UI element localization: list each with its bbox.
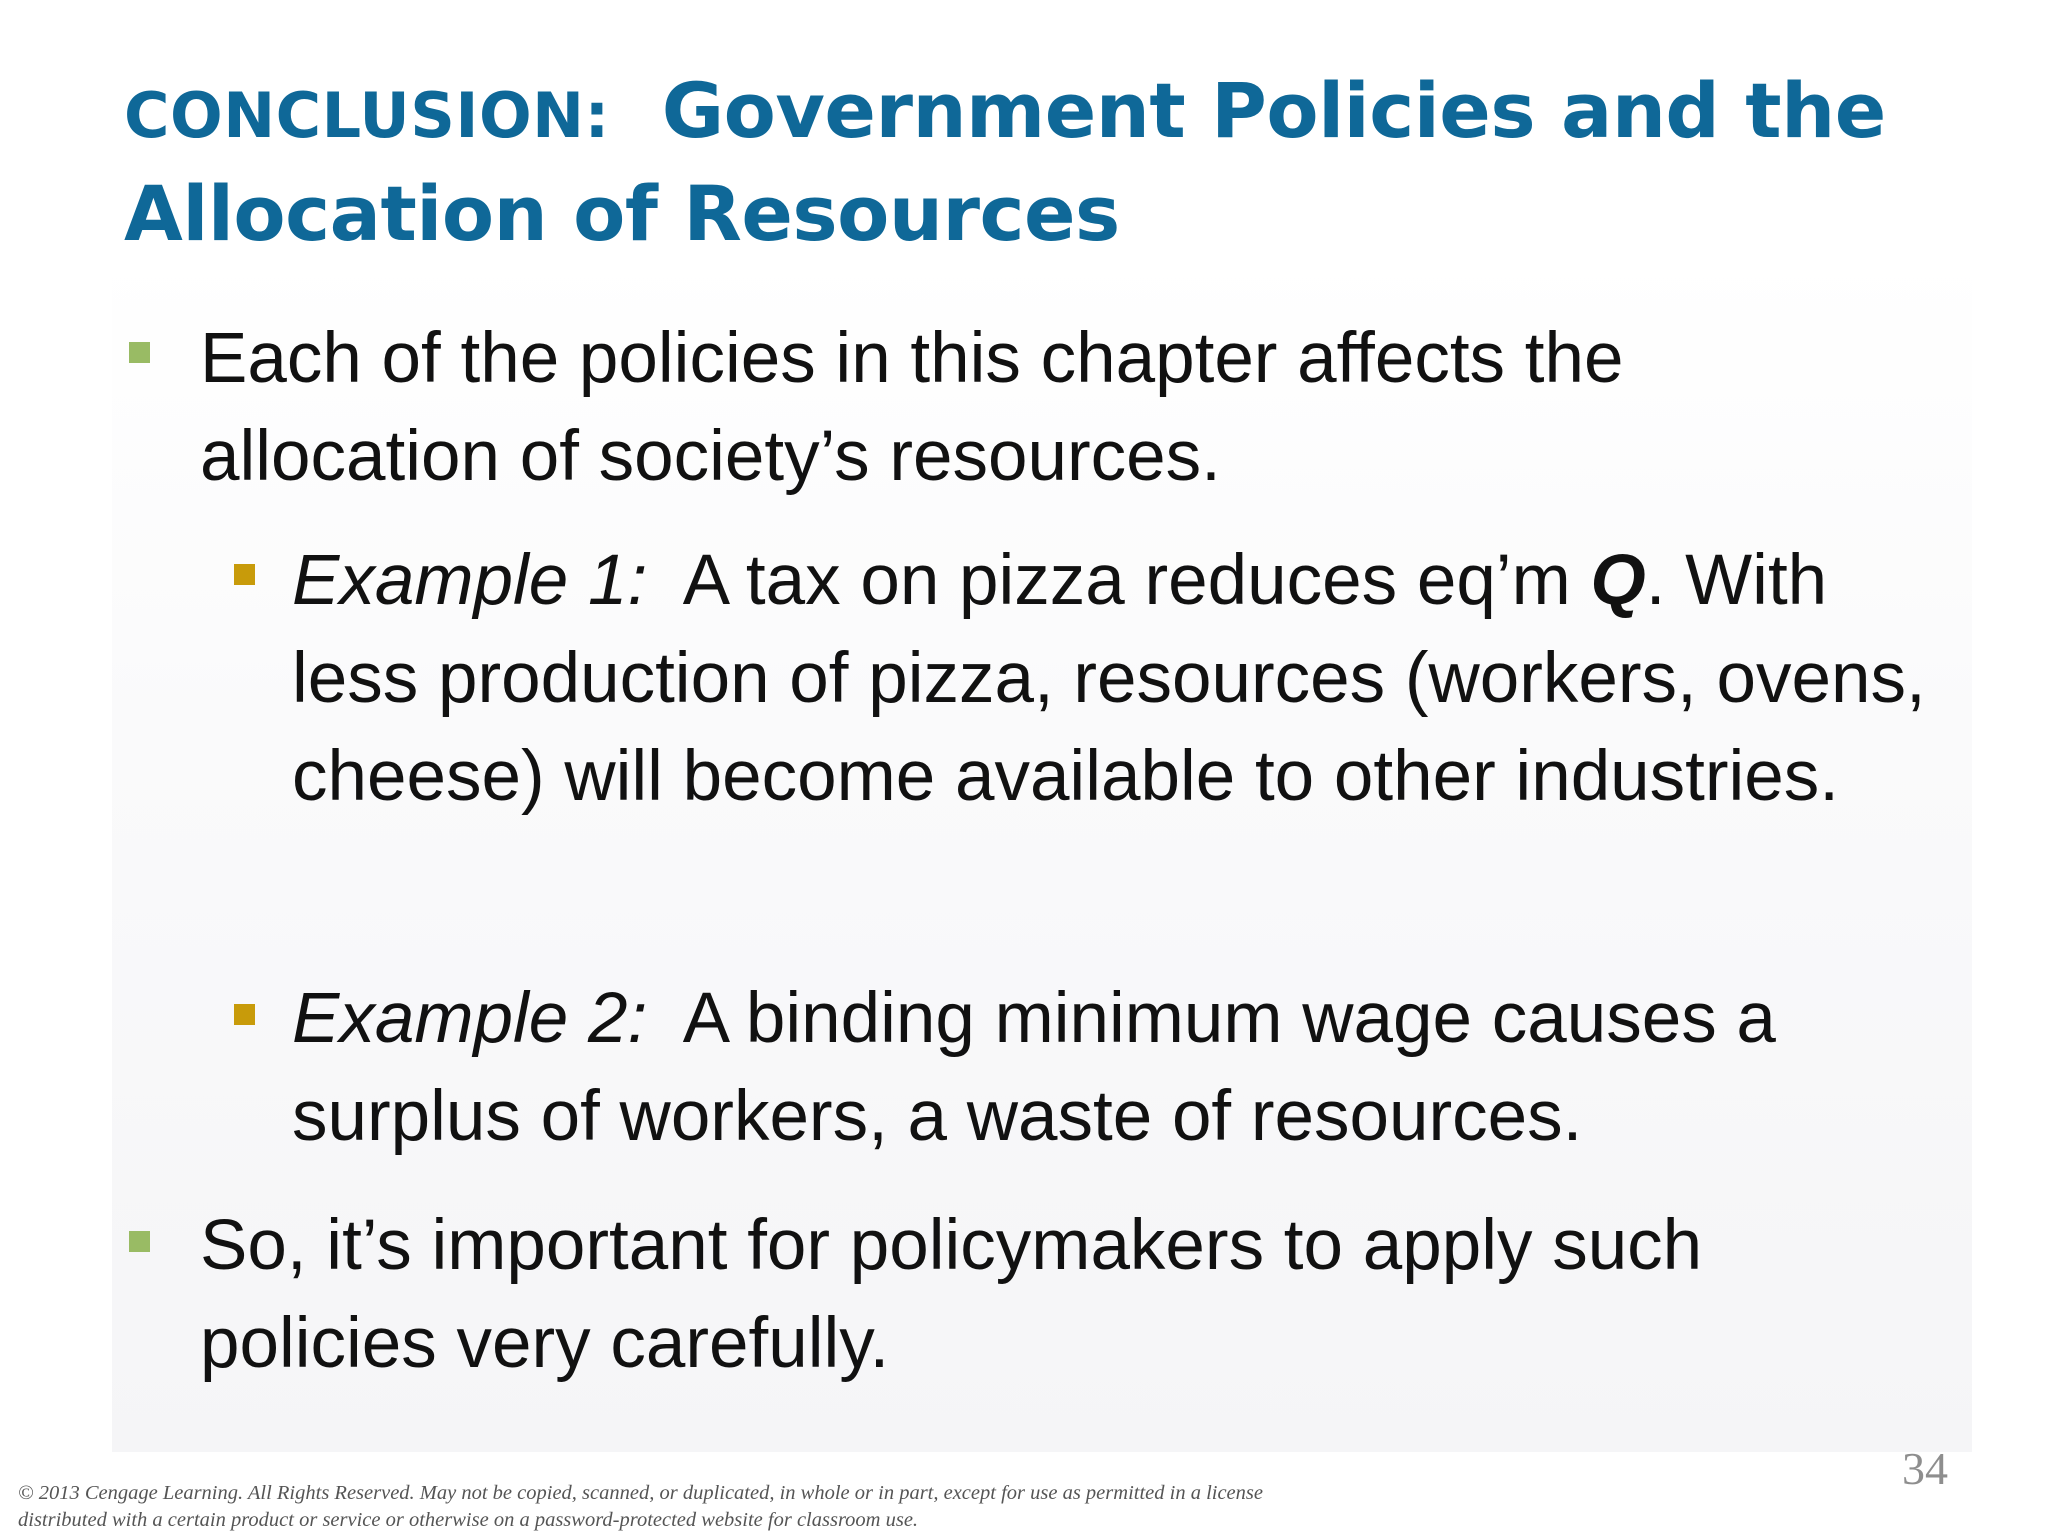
quantity-symbol: Q	[1590, 541, 1646, 620]
bullet-policymakers-conclusion	[200, 1197, 1880, 1393]
example-text: A tax on pizza reduces eq’m	[682, 541, 1571, 620]
square-bullet-icon	[234, 1004, 255, 1025]
bullet-example-2	[292, 970, 1932, 1166]
example-label: Example 1:	[292, 541, 648, 620]
title-text: Government Policies and the Allocation of Resources	[124, 66, 1886, 258]
bullet-text	[292, 532, 1932, 826]
bullet-policies-affect-allocation	[200, 310, 1800, 506]
bullet-text: Each of the policies in this chapter affects the allocation of society’s resources.	[200, 319, 1624, 496]
square-bullet-icon	[129, 342, 150, 363]
example-text-continued: . With less production of pizza, resources (workers, ovens, cheese) will become available to other industries.	[292, 541, 1926, 816]
title-label: CONCLUSION:	[124, 79, 610, 152]
copyright-notice: © 2013 Cengage Learning. All Rights Reserved. May not be copied, scanned, or duplicated, in whole or in part, except for use as permitted in a license distributed with a certain product or service or otherwise on a password-protected website for classroom use.	[18, 1482, 1263, 1531]
square-bullet-icon	[234, 564, 255, 585]
square-bullet-icon	[129, 1231, 150, 1252]
page-number: 34	[1902, 1443, 1948, 1494]
example-text: A binding minimum wage causes a surplus of workers, a waste of resources.	[292, 979, 1776, 1156]
bullet-example-1	[292, 532, 1932, 826]
bullet-text	[292, 970, 1932, 1166]
example-label: Example 2:	[292, 979, 648, 1058]
bullet-text: So, it’s important for policymakers to apply such policies very carefully.	[200, 1206, 1703, 1383]
